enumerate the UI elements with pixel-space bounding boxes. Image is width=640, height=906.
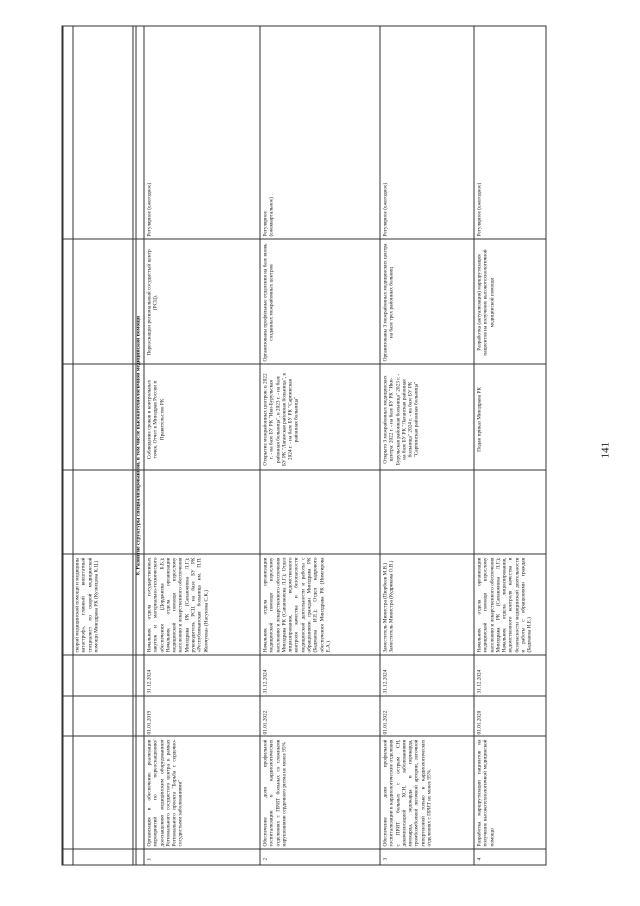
end-date: 31.12.2024	[146, 669, 153, 694]
result: Открыто 3 межрайонных медицинских центра: 2022 г. - на базе БУ РК "Ики-Бурульская районная больница" 2023 г. - на базе БУ РК "Лаганская районная больница" 2024 г. - на базе БУ РК "Сарпинская районная больница"	[382, 373, 420, 466]
start-date: 01.01.2022	[382, 710, 389, 735]
measure-name: Разработка маршрутизации пациентов на получение высокотехнологичной медицинской помощи	[476, 739, 496, 847]
responsible: Начальник отдела организации медицинской помощи взрослому населению и лекарственного обеспечения Минздрава РК (Сапанжиева Л.Г.); Начальник отдела лицензирования, ведомственного контроля качества и безопасности медицинской деятельности и работы с обращениями граждан (Бадмаева И.Е.)	[476, 557, 533, 653]
row-number: 1	[146, 857, 153, 861]
page-number: 141	[599, 442, 612, 459]
row-number: 2	[262, 857, 269, 861]
end-date: 31.12.2024	[382, 669, 389, 694]
measure-name: Обеспечение доли профильной госпитализации в кардиологических отделениях с ПРИТ больных со сложными нарушениями сердечного ритма не менее 95%	[262, 739, 288, 847]
result: Подан приказ Минздрава РК	[476, 387, 483, 452]
indicator: Организованы профильные отделения на базе вновь созданных межрайонных центров	[262, 243, 275, 362]
start-date: 01.01.2019	[146, 710, 153, 735]
indicator: Организованы 3 межрайонных медицинских центра на базе трех районных больниц	[382, 243, 395, 362]
measure-name: Обеспечение доли профильной госпитализации в кардиологические отделения с ПРИТ больных с острым СН, декомпенсацией ХСН, заболеваниями миокарда, эндокарда и перикарда, тромбоэмболией легочной артерии, легочной гипертензией только в кардиологических отделениях с ПРИТ не менее 95%.	[382, 739, 433, 847]
plan-table	[62, 26, 547, 866]
end-date: 31.12.2024	[262, 669, 269, 694]
responsible: Заместитель Министра (Пюрбеев М.В.) Заместитель Министра (Кудрикова О.В.)	[382, 560, 395, 653]
indicator: Переоснащен региональный сосудистый центр (РСЦ).	[146, 249, 159, 356]
row-number: 3	[382, 857, 389, 861]
start-date: 01.01.2022	[262, 710, 269, 735]
result: Соблюдение сроков и контрольных точек. Отчет в Минздрав России и Правительство РК	[146, 379, 166, 460]
rotated-page	[0, 1, 640, 906]
frequency: Регулярное (ежеквартальное)	[262, 197, 275, 237]
responsible: Начальник отдела государственных закупок и материально-технического обеспечения (Дорджиева Б.Б.); Начальник отдела организации медицинской помощи взрослому населению и лекарственного обеспечения Минздрава РК (Сапанжиева Л.Г.); руководитель РСЦ на базе БУ РК «Республиканская больница им. П.П. Жемчуева» (Насунова С.К.)	[146, 557, 210, 653]
result: Открытие межрайонных центров: в 2022 г. - на базе БУ РК "Ики-Бурульская районная больница", в 2023 г. - на базе БУ РК "Лаганская районная больница", в 2024 г. - на базе БУ РК "Сарпинская районная больница"	[262, 373, 300, 466]
responsible: Начальник отдела организации медицинской помощи взрослому населению и лекарственного обеспечения Минздрава РК (Сапанжиева Л.Г.); Отдел лицензирования, ведомственного контроля качества и безопасности медицинской деятельности и работы с обращениями граждан Минздрава РК (Бадмаева И.Е.); Отдел кадрового обеспечения Минздрава РК (Нимгирова Е.А.)	[262, 557, 332, 653]
row-number: 4	[476, 857, 483, 861]
end-date: 31.12.2024	[476, 669, 483, 694]
frequency: Регулярное (ежегодное)	[476, 182, 483, 237]
indicator: Разработка (актуализация) маршрутизация пациентов на получение высокотехнологичной медицинской помощи	[476, 249, 496, 356]
measure-name: Организация и обеспечение реализации мероприятий по переоснащению/дооснащению медицинским оборудованием Регионального сосудистого центра в рамках Регионального проекта "Борьба с сердечно-сосудистыми заболеваниями"	[146, 739, 184, 847]
frequency: Регулярное (ежегодное)	[382, 182, 389, 237]
frequency: Регулярное (ежегодное)	[146, 182, 153, 237]
section-title: 8. Развитие структуры специализированной, в том числе высокотехнологичной медицинской помощи	[135, 315, 142, 576]
top-row-responsible: скорой медицинской помощи и медицины катастроф», главный внештатный специалист по скорой медицинской помощи Минздрава РК (Кузнецова К.Ц.)	[74, 557, 100, 653]
start-date: 01.01.2020	[476, 710, 483, 735]
